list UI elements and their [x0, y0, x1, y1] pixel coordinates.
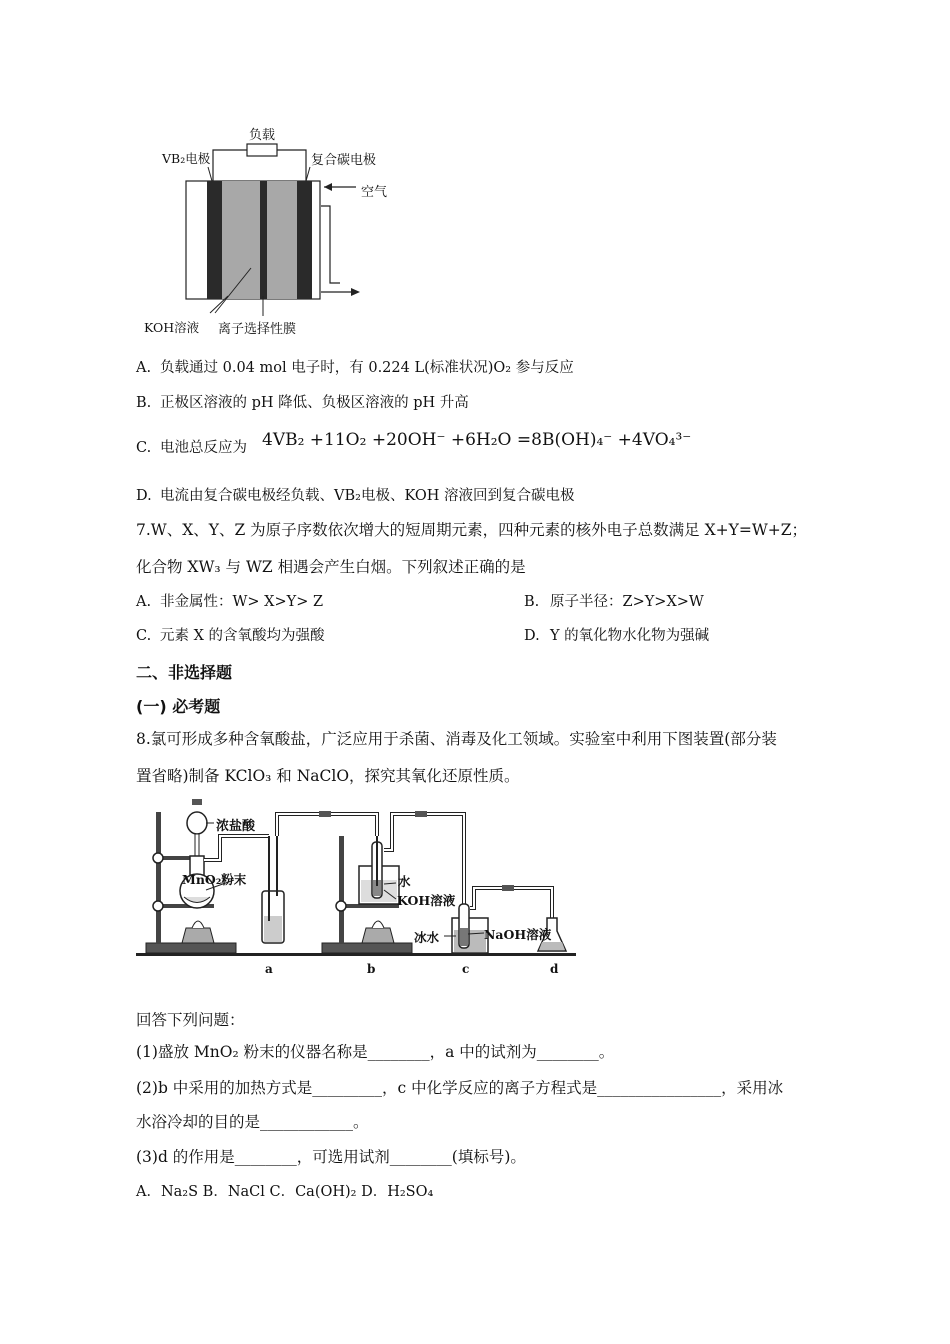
option-letter: C. — [136, 628, 152, 644]
load-label: 负载 — [249, 128, 276, 143]
q7-option-d — [524, 626, 709, 646]
apparatus-label-a: a — [265, 962, 273, 976]
section-title: 二、非选择题 — [136, 663, 233, 682]
mno2-label: MnO₂粉末 — [182, 872, 247, 887]
q8-line1: 8.氯可形成多种含氧酸盐，广泛应用于杀菌、消毒及化工领域。实验室中利用下图装置(部分装 — [136, 730, 777, 748]
option-letter: B. — [524, 594, 540, 610]
answers-intro: 回答下列问题： — [136, 1011, 245, 1029]
option-text: 电池总反应为 — [160, 440, 247, 456]
vb2-electrode — [207, 181, 222, 299]
option-letter: D. — [136, 488, 152, 504]
membrane-label: 离子选择性膜 — [218, 322, 297, 337]
option-text: 正极区溶液的 pH 降低、负极区溶液的 pH 升高 — [160, 395, 469, 411]
question-2-line2: 水浴冷却的目的是____________。 — [136, 1113, 369, 1131]
koh-solution-label: KOH溶液 — [397, 893, 456, 908]
question-3: (3)d 的作用是________，可选用试剂________(填标号)。 — [136, 1148, 526, 1166]
carbon-label: 复合碳电极 — [311, 153, 377, 168]
koh-label: KOH溶液 — [144, 320, 200, 335]
section-subtitle: (一) 必考题 — [136, 697, 221, 716]
q7-line1: 7.W、X、Y、Z 为原子序数依次增大的短周期元素，四种元素的核外电子总数满足 X+Y=W+Z； — [136, 521, 808, 539]
q6-option-a — [136, 358, 574, 378]
q7-option-a — [136, 592, 323, 612]
option-text: 原子半径：Z>Y>X>W — [550, 594, 704, 610]
option-letter: A. — [136, 360, 152, 376]
conc-hcl-label: 浓盐酸 — [216, 819, 256, 834]
water-label: 水 — [398, 874, 411, 889]
option-letter: C. — [136, 440, 152, 456]
naoh-label: NaOH溶液 — [484, 927, 552, 942]
q7-line2: 化合物 XW₃ 与 WZ 相遇会产生白烟。下列叙述正确的是 — [136, 558, 526, 576]
q7-option-b — [524, 592, 704, 612]
option-text: 元素 X 的含氧酸均为强酸 — [160, 628, 325, 644]
option-letter: A. — [136, 594, 152, 610]
apparatus-label-d: d — [550, 962, 559, 976]
q8-line2: 置省略)制备 KClO₃ 和 NaClO，探究其氧化还原性质。 — [136, 767, 520, 785]
battery-equation: 4VB₂ +11O₂ +20OH⁻ +6H₂O =8B(OH)₄⁻ +4VO₄³⁻ — [262, 430, 692, 450]
option-text: 非金属性：W> X>Y> Z — [160, 594, 324, 610]
load-resistor — [247, 144, 277, 156]
air-label: 空气 — [361, 185, 388, 200]
carbon-electrode — [297, 181, 312, 299]
option-text: 负载通过 0.04 mol 电子时，有 0.224 L(标准状况)O₂ 参与反应 — [160, 360, 574, 376]
option-text: 电流由复合碳电极经负载、VB₂电极、KOH 溶液回到复合碳电极 — [160, 488, 575, 504]
apparatus-label-c: c — [462, 962, 470, 976]
option-letter: D. — [524, 628, 540, 644]
vb2-label: VB₂电极 — [162, 151, 211, 166]
ion-membrane — [260, 181, 267, 299]
q6-option-b — [136, 393, 469, 413]
apparatus-label-b: b — [367, 962, 376, 976]
question-3-options: A．Na₂S B．NaCl C．Ca(OH)₂ D．H₂SO₄ — [136, 1184, 434, 1200]
option-text: Y 的氧化物水化物为强碱 — [550, 628, 710, 644]
option-letter: B. — [136, 395, 152, 411]
q6-option-d — [136, 486, 575, 506]
q7-option-c — [136, 626, 325, 646]
question-1: (1)盛放 MnO₂ 粉末的仪器名称是________，a 中的试剂为________。 — [136, 1043, 615, 1061]
question-2-line1: (2)b 中采用的加热方式是_________，c 中化学反应的离子方程式是________________，采用冰 — [136, 1079, 784, 1097]
q6-option-c — [136, 438, 247, 458]
ice-water-label: 冰水 — [414, 930, 440, 945]
